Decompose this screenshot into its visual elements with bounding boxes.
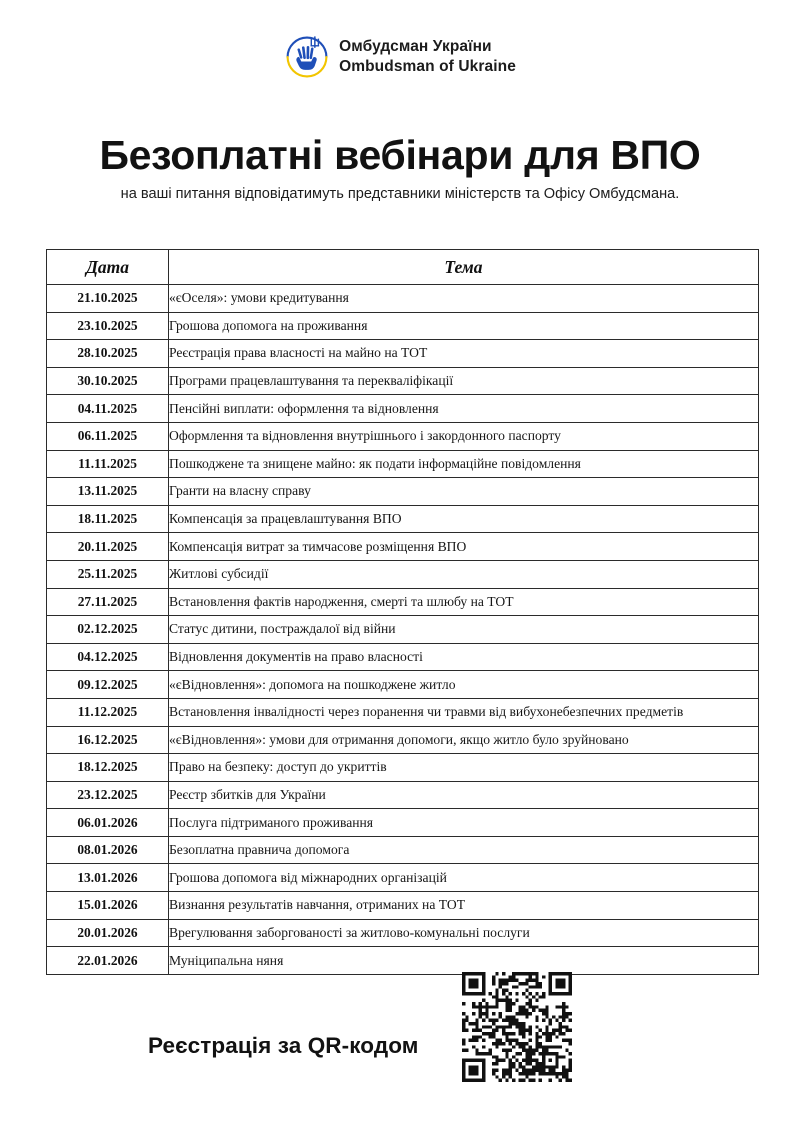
schedule-body <box>47 285 759 975</box>
cell-date: 20.11.2025 <box>47 533 169 561</box>
page-title: Безоплатні вебінари для ВПО <box>99 132 701 178</box>
cell-topic: Оформлення та відновлення внутрішнього і закордонного паспорту <box>169 422 759 450</box>
cell-topic: «єВідновлення»: умови для отримання допомоги, якщо житло було зруйновано <box>169 726 759 754</box>
cell-topic: Статус дитини, постраждалої від війни <box>169 616 759 644</box>
cell-date: 23.12.2025 <box>47 781 169 809</box>
table-row <box>47 809 759 837</box>
table-row <box>47 892 759 920</box>
table-row <box>47 285 759 313</box>
table-row <box>47 450 759 478</box>
cell-date: 11.12.2025 <box>47 698 169 726</box>
cell-topic: Безоплатна правнича допомога <box>169 836 759 864</box>
cell-topic: Гранти на власну справу <box>169 478 759 506</box>
table-header-row <box>47 250 759 285</box>
brand-text <box>339 37 516 77</box>
cell-date: 15.01.2026 <box>47 892 169 920</box>
cell-topic: Реєстр збитків для України <box>169 781 759 809</box>
table-row <box>47 367 759 395</box>
table-row <box>47 560 759 588</box>
table-row <box>47 422 759 450</box>
cell-topic: Житлові субсидії <box>169 560 759 588</box>
cell-date: 04.12.2025 <box>47 643 169 671</box>
table-row <box>47 726 759 754</box>
cell-topic: Врегулювання заборгованості за житлово-комунальні послуги <box>169 919 759 947</box>
table-row <box>47 478 759 506</box>
cell-date: 13.11.2025 <box>47 478 169 506</box>
table-row <box>47 505 759 533</box>
cell-date: 25.11.2025 <box>47 560 169 588</box>
table-row <box>47 312 759 340</box>
cell-date: 20.01.2026 <box>47 919 169 947</box>
table-row <box>47 533 759 561</box>
cell-topic: «єОселя»: умови кредитування <box>169 285 759 313</box>
cell-topic: Встановлення фактів народження, смерті та шлюбу на ТОТ <box>169 588 759 616</box>
table-row <box>47 919 759 947</box>
org-name-uk: Омбудсман України <box>339 38 492 56</box>
cell-topic: Реєстрація права власності на майно на ТОТ <box>169 340 759 368</box>
cell-date: 02.12.2025 <box>47 616 169 644</box>
cell-date: 13.01.2026 <box>47 864 169 892</box>
cell-topic: «єВідновлення»: допомога на пошкоджене житло <box>169 671 759 699</box>
cell-date: 30.10.2025 <box>47 367 169 395</box>
schedule-table <box>46 249 759 975</box>
ombudsman-emblem-icon <box>284 34 330 80</box>
table-row <box>47 588 759 616</box>
cell-date: 21.10.2025 <box>47 285 169 313</box>
cell-topic: Муніципальна няня <box>169 947 759 975</box>
cell-date: 04.11.2025 <box>47 395 169 423</box>
cell-topic: Компенсація за працевлаштування ВПО <box>169 505 759 533</box>
cell-topic: Грошова допомога від міжнародних організацій <box>169 864 759 892</box>
cell-date: 06.01.2026 <box>47 809 169 837</box>
qr-code-icon[interactable] <box>462 972 572 1082</box>
qr-registration-caption: Реєстрація за QR-кодом <box>148 1033 419 1058</box>
table-row <box>47 616 759 644</box>
webinar-schedule <box>46 249 758 975</box>
cell-date: 18.11.2025 <box>47 505 169 533</box>
table-row <box>47 864 759 892</box>
cell-topic: Пенсійні виплати: оформлення та відновлення <box>169 395 759 423</box>
cell-topic: Визнання результатів навчання, отриманих на ТОТ <box>169 892 759 920</box>
cell-date: 09.12.2025 <box>47 671 169 699</box>
cell-topic: Встановлення інвалідності через поранення чи травми від вибухонебезпечних предметів <box>169 698 759 726</box>
table-row <box>47 671 759 699</box>
table-row <box>47 754 759 782</box>
cell-topic: Послуга підтриманого проживання <box>169 809 759 837</box>
cell-topic: Право на безпеку: доступ до укриттів <box>169 754 759 782</box>
cell-topic: Програми працевлаштування та перекваліфікації <box>169 367 759 395</box>
cell-date: 28.10.2025 <box>47 340 169 368</box>
column-header-date: Дата <box>47 250 169 285</box>
brand-header <box>0 34 800 80</box>
cell-date: 08.01.2026 <box>47 836 169 864</box>
cell-date: 16.12.2025 <box>47 726 169 754</box>
table-row <box>47 340 759 368</box>
cell-topic: Пошкоджене та знищене майно: як подати інформаційне повідомлення <box>169 450 759 478</box>
table-row <box>47 643 759 671</box>
org-name-en: Ombudsman of Ukraine <box>339 58 516 75</box>
page-subtitle: на ваші питання відповідатимуть представники міністерств та Офісу Омбудсмана. <box>120 186 680 202</box>
cell-date: 11.11.2025 <box>47 450 169 478</box>
table-row <box>47 395 759 423</box>
column-header-topic: Тема <box>169 250 759 285</box>
cell-date: 27.11.2025 <box>47 588 169 616</box>
cell-topic: Відновлення документів на право власності <box>169 643 759 671</box>
table-row <box>47 836 759 864</box>
table-row <box>47 698 759 726</box>
cell-date: 06.11.2025 <box>47 422 169 450</box>
cell-date: 18.12.2025 <box>47 754 169 782</box>
table-row <box>47 947 759 975</box>
cell-date: 23.10.2025 <box>47 312 169 340</box>
cell-date: 22.01.2026 <box>47 947 169 975</box>
table-row <box>47 781 759 809</box>
cell-topic: Грошова допомога на проживання <box>169 312 759 340</box>
cell-topic: Компенсація витрат за тимчасове розміщення ВПО <box>169 533 759 561</box>
